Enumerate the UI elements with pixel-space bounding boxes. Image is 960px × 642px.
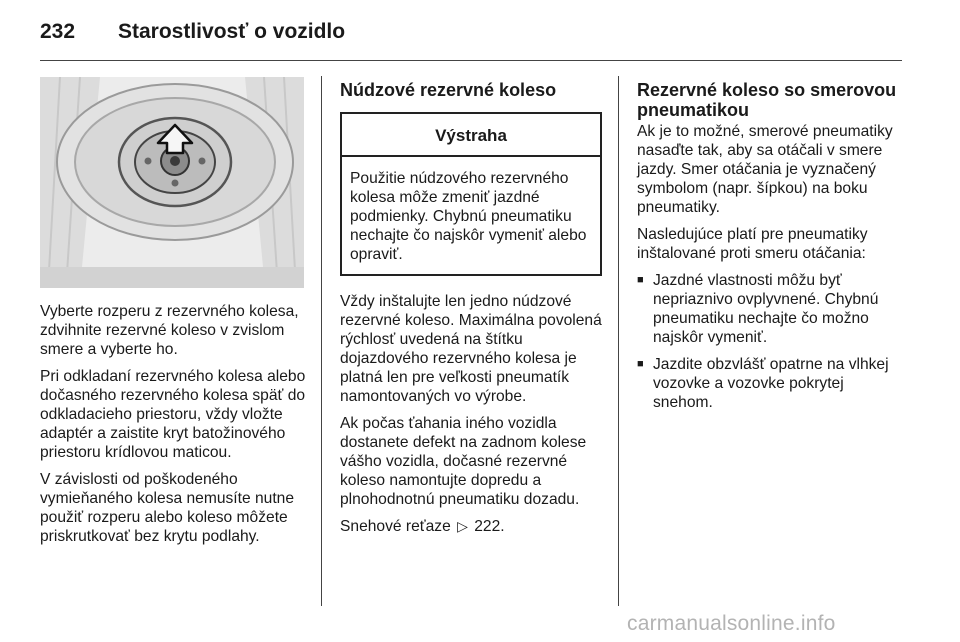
list-item [637, 355, 907, 412]
page-number: 232 [40, 20, 76, 43]
paragraph: Nasledujúce platí pre pneumatiky inštalované proti smeru otáčania: [637, 226, 868, 262]
spare-wheel-illustration [40, 77, 304, 288]
warning-title: Výstraha [342, 114, 600, 157]
paragraph: Vždy inštalujte len jedno núdzové rezervné koleso. Maximálna povolená rýchlosť uvedená na štítku dojazdového rezervného kolesa je platná len pre veľkosti pneumatík namontovaných vo výrobe. [340, 293, 602, 405]
paragraph: Ak počas ťahania iného vozidla dostanete defekt na zadnom kolese vášho vozidla, dočasné rezervné koleso namontujte dopredu a plnohodnotnú pneumatiku dozadu. [340, 415, 587, 508]
header-divider [40, 60, 902, 61]
bullet-list [637, 271, 907, 412]
cross-reference[interactable] [340, 517, 602, 536]
list-item-text: Jazdné vlastnosti môžu byť nepriaznivo ovplyvnené. Chybnú pneumatiku nechajte čo možno najskôr vymeniť. [653, 272, 879, 346]
section-heading: Núdzové rezervné koleso [340, 80, 557, 100]
paragraph: V závislosti od poškodeného vymieňaného kolesa nemusíte nutne použiť rozperu alebo koleso môžete priskrutkovať bez krytu podlahy. [40, 471, 294, 545]
paragraph: Pri odkladaní rezervného kolesa alebo dočasného rezervného kolesa späť do odkladacieho priestoru, vždy vložte adaptér a zaistite kryt batožinového priestoru krídlovou maticou. [40, 368, 306, 461]
left-column [40, 302, 312, 554]
column-divider [618, 76, 619, 606]
section-heading: Rezervné koleso so smerovou pneumatikou [637, 80, 897, 120]
warning-text: Použitie núdzového rezervného kolesa môže zmeniť jazdné podmienky. Chybnú pneumatiku nechajte čo najskôr vymeniť alebo opraviť. [350, 170, 587, 263]
right-column [637, 80, 907, 420]
paragraph: Vyberte rozperu z rezervného kolesa, zdvihnite rezervné koleso v zvislom smere a vyberte ho. [40, 303, 299, 358]
bullet-square-icon: ■ [637, 358, 644, 370]
reference-text: Snehové reťaze [340, 518, 451, 535]
page-reference-arrow-icon: ▷ [457, 518, 468, 534]
middle-column [340, 80, 602, 544]
spare-wheel-drawing [40, 77, 304, 288]
warning-box [340, 112, 602, 276]
reference-page[interactable]: 222. [474, 518, 505, 535]
page-title: Starostlivosť o vozidlo [118, 20, 346, 43]
bullet-square-icon: ■ [637, 274, 644, 286]
paragraph: Ak je to možné, smerové pneumatiky nasaďte tak, aby sa otáčali v smere jazdy. Smer otáčania je vyznačený symbolom (napr. šípkou) na boku pneumatiky. [637, 123, 893, 216]
list-item [637, 271, 907, 347]
watermark: carmanualsonline.info [627, 612, 836, 635]
column-divider [321, 76, 322, 606]
list-item-text: Jazdite obzvlášť opatrne na vlhkej vozovke a vozovke pokrytej snehom. [653, 356, 889, 411]
page-header [40, 20, 900, 50]
